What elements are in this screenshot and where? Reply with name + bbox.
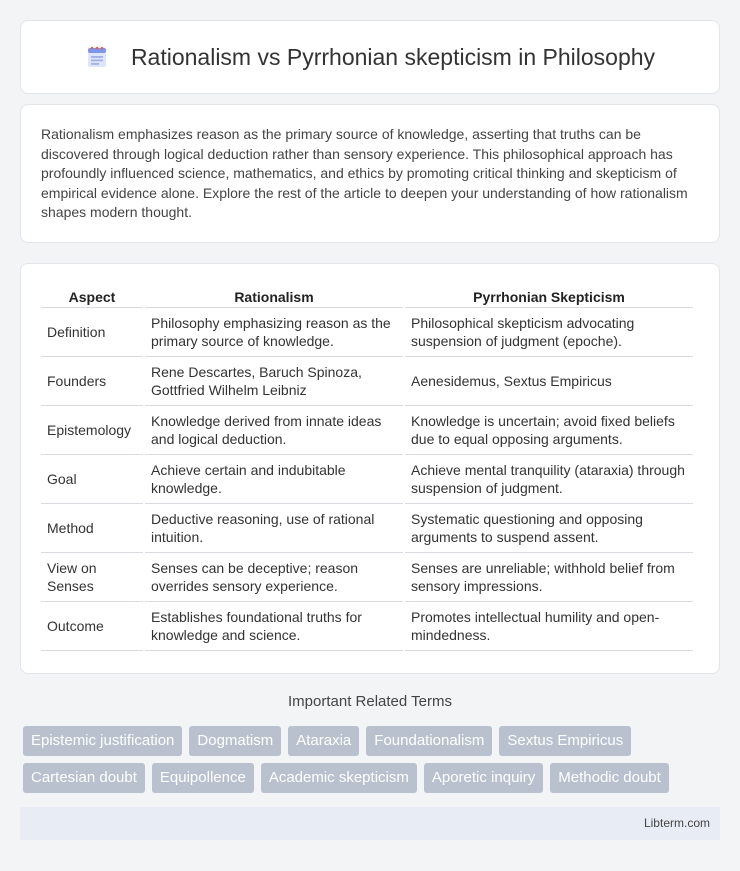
table-row [41,455,693,504]
cell-rationalism: Senses can be deceptive; reason overrides sensory experience. [145,553,403,602]
page-title: Rationalism vs Pyrrhonian skepticism in Philosophy [130,43,656,70]
cell-aspect: Outcome [41,602,143,651]
tag-epistemic-justification[interactable]: Epistemic justification [23,726,182,756]
cell-aspect: Definition [41,308,143,357]
tag-row [23,763,723,793]
cell-rationalism: Achieve certain and indubitable knowledge. [145,455,403,504]
cell-aspect: View on Senses [41,553,143,602]
cell-rationalism: Philosophy emphasizing reason as the primary source of knowledge. [145,308,403,357]
tag-foundationalism[interactable]: Foundationalism [366,726,492,756]
tag-equipollence[interactable]: Equipollence [152,763,254,793]
cell-rationalism: Deductive reasoning, use of rational intuition. [145,504,403,553]
cell-pyrrhonian: Knowledge is uncertain; avoid fixed beliefs due to equal opposing arguments. [405,406,693,455]
cell-pyrrhonian: Senses are unreliable; withhold belief from sensory impressions. [405,553,693,602]
table-row [41,357,693,406]
cell-pyrrhonian: Systematic questioning and opposing arguments to suspend assent. [405,504,693,553]
table-row [41,308,693,357]
title-card [20,20,720,94]
table-row [41,553,693,602]
tag-dogmatism[interactable]: Dogmatism [189,726,281,756]
cell-pyrrhonian: Aenesidemus, Sextus Empiricus [405,357,693,406]
header-rationalism: Rationalism [145,282,403,308]
header-pyrrhonian: Pyrrhonian Skepticism [405,282,693,308]
tag-ataraxia[interactable]: Ataraxia [288,726,359,756]
related-terms [23,726,723,800]
tag-sextus-empiricus[interactable]: Sextus Empiricus [499,726,631,756]
tag-aporetic-inquiry[interactable]: Aporetic inquiry [424,763,543,793]
intro-text: Rationalism emphasizes reason as the primary source of knowledge, asserting that truths can be discovered through logical deduction rather than sensory experience. This philosophical approach has profoundly influenced science, mathematics, and ethics by promoting critical thinking and skepticism of empirical evidence alone. Explore the rest of the article to deepen your understanding of how rationalism shapes modern thought. [41,126,688,221]
table-row [41,504,693,553]
cell-pyrrhonian: Achieve mental tranquility (ataraxia) through suspension of judgment. [405,455,693,504]
footer-brand[interactable]: Libterm.com [643,816,710,830]
cell-aspect: Method [41,504,143,553]
cell-rationalism: Establishes foundational truths for knowledge and science. [145,602,403,651]
cell-rationalism: Rene Descartes, Baruch Spinoza, Gottfried Wilhelm Leibniz [145,357,403,406]
cell-aspect: Founders [41,357,143,406]
table-row [41,406,693,455]
cell-pyrrhonian: Promotes intellectual humility and open-mindedness. [405,602,693,651]
comparison-card [20,263,720,674]
intro-card [20,104,720,243]
tag-academic-skepticism[interactable]: Academic skepticism [261,763,417,793]
cell-pyrrhonian: Philosophical skepticism advocating suspension of judgment (epoche). [405,308,693,357]
cell-aspect: Epistemology [41,406,143,455]
header-aspect: Aspect [41,282,143,308]
comparison-table [39,282,695,651]
cell-rationalism: Knowledge derived from innate ideas and logical deduction. [145,406,403,455]
related-terms-title: Important Related Terms [288,693,452,710]
document-icon [85,45,109,69]
tag-methodic-doubt[interactable]: Methodic doubt [550,763,669,793]
footer [20,807,720,840]
table-header-row [41,282,693,308]
tag-row [23,726,723,756]
cell-aspect: Goal [41,455,143,504]
tag-cartesian-doubt[interactable]: Cartesian doubt [23,763,145,793]
table-row [41,602,693,651]
